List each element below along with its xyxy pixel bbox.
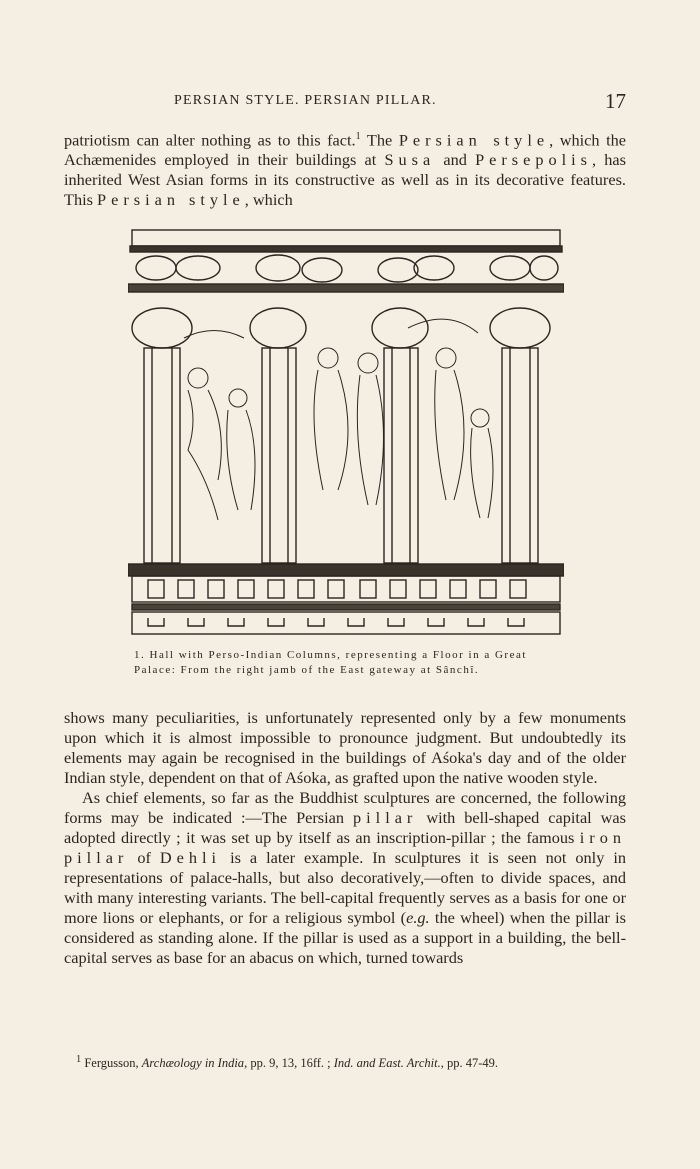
footnote-ref: 1 xyxy=(355,131,361,142)
italic-term: Ind. and East. Archit. xyxy=(333,1056,441,1071)
text-run: , pp. 9, 13, 16ff. ; xyxy=(244,1056,334,1071)
animal-frieze xyxy=(136,255,558,282)
text-run: , which the Achæmenides employed in their buildings at xyxy=(64,130,626,170)
text-run: , has inherited West Asian forms in its constructive as well as in its decorative features. This xyxy=(64,150,626,210)
text-run: and xyxy=(435,150,476,170)
figure-caption: 1. Hall with Perso-Indian Columns, representing a Floor in a Great Palace: From the right jamb of the East gateway at Sânchî. xyxy=(134,649,527,676)
spaced-term: Persian style xyxy=(398,130,550,150)
page-number: 17 xyxy=(605,89,626,113)
text-run: is a later example. In sculptures it is seen not only in representations of palace-halls, but also decoratively,—often to divide spaces, and with many interesting variants. The bell-capital frequently serves as a basis for one or more lions or elephants, or for a religious symbol ( xyxy=(64,848,626,927)
italic-term: e.g. xyxy=(406,908,430,927)
paragraph-bottom xyxy=(64,708,626,968)
text-run: As chief elements, so far as the Buddhist sculptures are concerned, the following forms may be indicated :—The Persian xyxy=(64,788,626,827)
paragraph-3 xyxy=(64,788,626,968)
beam-ends xyxy=(148,618,524,626)
footnote-marker: 1 xyxy=(76,1054,82,1065)
spaced-term: pillar xyxy=(353,808,418,827)
columns xyxy=(132,308,550,563)
paragraph-top xyxy=(64,127,626,210)
text-run: Fergusson, xyxy=(81,1056,142,1071)
entablature xyxy=(132,230,560,246)
text-run: The xyxy=(360,130,399,150)
text-run: with bell-shaped capital was adopted directly ; it was set up by itself as an inscription-pillar ; the famous xyxy=(64,808,626,847)
figures xyxy=(184,319,493,520)
paragraph-2: shows many peculiarities, is unfortunately represented only by a few monuments upon which it is almost impossible to pronounce judgment. But undoubtedly its elements may again be recognised in the buildings of Aśoka's day and of the older Indian style, dependent on that of Aśoka, as grafted upon the native wooden style. xyxy=(64,708,626,787)
text-run: the wheel) when the pillar is considered as standing alone. If the pillar is used as a support in a building, the bell-capital serves as base for an abacus on which, turned towards xyxy=(64,908,626,967)
spaced-term: Persepolis xyxy=(475,150,593,170)
text-run: patriotism can alter nothing as to this fact. xyxy=(64,130,356,150)
spaced-term: iron pillar xyxy=(64,828,626,867)
text-run: , which xyxy=(244,190,293,210)
text-run: , pp. 47-49. xyxy=(440,1056,499,1071)
page-header xyxy=(64,89,626,115)
running-title: PERSIAN STYLE. PERSIAN PILLAR. xyxy=(174,93,437,108)
spaced-term: Persian style xyxy=(97,190,245,210)
footnote xyxy=(76,1054,636,1071)
text-run: of xyxy=(128,848,160,867)
figure-illustration xyxy=(128,228,564,640)
paragraph-1 xyxy=(64,127,626,210)
spaced-term: Susa xyxy=(384,150,436,170)
italic-term: Archæology in India xyxy=(141,1056,245,1071)
railing xyxy=(132,576,560,602)
spaced-term: Dehli xyxy=(159,848,222,867)
